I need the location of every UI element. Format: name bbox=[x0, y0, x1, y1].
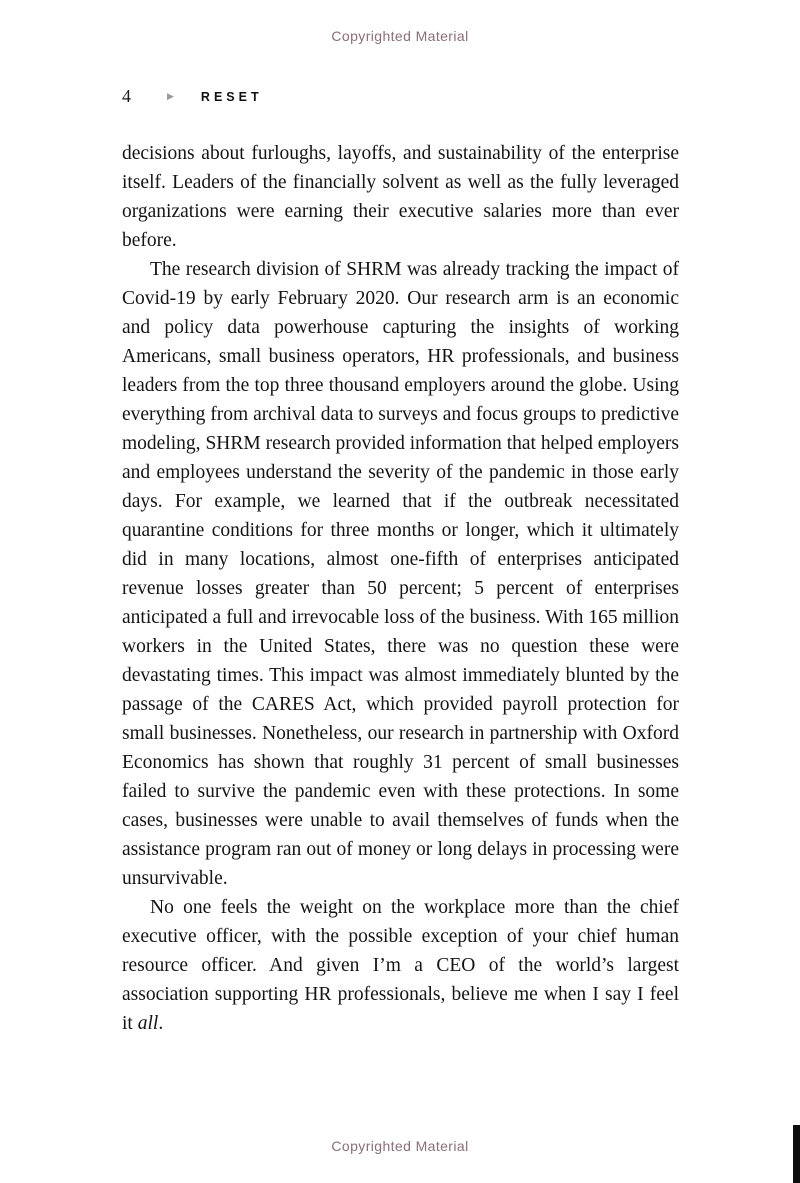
copyright-notice-bottom: Copyrighted Material bbox=[331, 1138, 469, 1154]
paragraph-closing bbox=[122, 893, 679, 1038]
page-number: 4 bbox=[122, 86, 131, 106]
page-body bbox=[122, 139, 679, 1038]
italic-word: all bbox=[137, 1013, 159, 1034]
running-header-title: RESET bbox=[200, 89, 263, 104]
running-header bbox=[122, 86, 263, 107]
paragraph-closing-text: No one feels the weight on the workplace more than the chief executive officer, with the possible exception of your chief human resource officer. And given I’m a CEO of the world’s largest association supporting HR professionals, believe me when I say I feel it bbox=[122, 897, 679, 1034]
scan-edge-bar bbox=[793, 1125, 800, 1183]
paragraph-closing-period: . bbox=[158, 1013, 164, 1034]
triangle-separator-icon: ▶ bbox=[167, 91, 174, 101]
paragraph-continuation: decisions about furloughs, layoffs, and sustainability of the enterprise itself. Leaders of the financially solvent as well as the fully leveraged organizations were earning their executive salaries more than ever before. bbox=[122, 143, 679, 251]
paragraph-shrm-research: The research division of SHRM was already tracking the impact of Covid-19 by early February 2020. Our research arm is an economic and policy data powerhouse capturing the insights of working Americans, small business operators, HR professionals, and business leaders from the top three thousand employers around the globe. Using everything from archival data to surveys and focus groups to predictive modeling, SHRM research provided information that helped employers and employees understand the severity of the pandemic in those early days. For example, we learned that if the outbreak necessitated quarantine conditions for three months or longer, which it ultimately did in many locations, almost one-fifth of enterprises anticipated revenue losses greater than 50 percent; 5 percent of enterprises anticipated a full and irrevocable loss of the business. With 165 million workers in the United States, there was no question these were devastating times. This impact was almost immediately blunted by the passage of the CARES Act, which provided payroll protection for small businesses. Nonetheless, our research in partnership with Oxford Economics has shown that roughly 31 percent of small businesses failed to survive the pandemic even with these protections. In some cases, businesses were unable to avail themselves of funds when the assistance program ran out of money or long delays in processing were unsurvivable. bbox=[122, 259, 679, 889]
copyright-notice-top: Copyrighted Material bbox=[331, 28, 469, 44]
